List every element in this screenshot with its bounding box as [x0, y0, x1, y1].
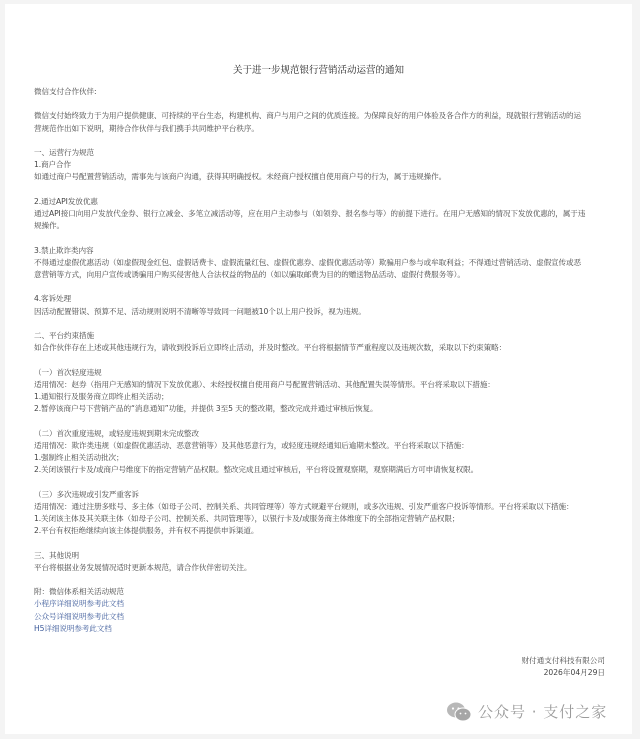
sub-text: 1.通知银行及服务商立即终止相关活动；	[34, 391, 169, 401]
sub-text: 2.暂停该商户号下营销产品的“消息通知”功能，并提供 3至5 天的整改期，整改完成并通过审核后恢复。	[34, 404, 378, 414]
sub-title: （二）首次重度违规，或轻度违规到期未完成整改	[34, 428, 199, 438]
sub-text: 1.强制终止相关活动批次；	[34, 452, 124, 462]
sub-text: 1.关闭该主体及其关联主体（如母子公司、控制关系、共同管理等），以银行卡及/或服务商主体维度下的全部指定营销产品权限；	[34, 513, 460, 523]
sub-text: 适用情况：赵券（指用户无感知的情况下发放优惠）、未经授权擅自使用商户号配置营销活动、其他配置失误等情形。平台将采取以下措施：	[34, 379, 495, 389]
signature-block	[521, 655, 605, 679]
item-title: 1.商户合作	[34, 160, 72, 170]
appendix-heading: 附：微信体系相关活动规范	[34, 587, 124, 597]
item-text: 如通过商户号配置营销活动，需事先与该商户沟通，获得其明确授权。未经商户授权擅自使用商户号的行为，属于违规操作。	[34, 172, 447, 182]
item-text: 规操作。	[34, 221, 64, 231]
item-text: 通过API接口向用户发放代金券、银行立减金、多笔立减活动等，应在用户主动参与（如领券、报名参与等）的前提下进行。在用户无感知的情况下发放优惠的，属于违	[34, 208, 586, 218]
mini-program-doc-link[interactable]: 小程序详细说明参考此文档	[34, 599, 124, 609]
section-heading: 二、平台约束措施	[34, 330, 94, 340]
intro-line: 营规范作出如下说明，期待合作伙伴与我们携手共同维护平台秩序。	[34, 123, 259, 133]
signature-company: 财付通支付科技有限公司	[521, 656, 605, 665]
watermark-text: 公众号 · 支付之家	[478, 703, 608, 721]
item-title: 4.客诉处理	[34, 294, 72, 304]
item-text: 因活动配置错误、预算不足、活动规则说明不清晰等导致同一问题被10个以上用户投诉，视为违规。	[34, 306, 366, 316]
item-text: 不得通过虚假优惠活动（如虚假现金红包、虚假话费卡、虚假流量红包、虚假优惠券、虚假优惠活动等）欺骗用户参与或牟取利益；不得通过营销活动、虚假宣传或恶	[34, 257, 582, 267]
item-title: 2.通过API发放优惠	[34, 196, 98, 206]
section-intro: 如合作伙伴存在上述或其他违规行为，请收到投诉后立即终止活动，并及时整改。平台将根据情节严重程度以及违规次数，采取以下约束策略：	[34, 343, 507, 353]
sub-text: 适用情况：通过注册多账号、多主体（如母子公司、控制关系、共同管理等）等方式规避平台规则，或多次违规、引发严重客户投诉等情形。平台将采取以下措施：	[34, 501, 574, 511]
document-title: 关于进一步规范银行营销活动运营的通知	[232, 65, 404, 76]
sub-text: 2.平台有权拒绝继续向该主体提供服务，并有权不再提供申诉渠道。	[34, 526, 259, 536]
salutation: 微信支付合作伙伴:	[34, 87, 97, 96]
wechat-icon	[446, 702, 472, 722]
watermark	[446, 701, 607, 722]
official-account-doc-link[interactable]: 公众号详细说明参考此文档	[34, 611, 124, 621]
item-title: 3.禁止欺诈类内容	[34, 245, 94, 255]
section-text: 平台将根据业务发展情况适时更新本规范，请合作伙伴密切关注。	[34, 562, 252, 572]
sub-text: 适用情况：欺诈类违规（如虚假优惠活动、恶意营销等）及其他恶意行为，或轻度违规经通知后逾期未整改。平台将采取以下措施：	[34, 440, 469, 450]
section-heading: 一、运营行为规范	[34, 147, 94, 157]
item-text: 意营销等方式，向用户宣传或诱骗用户购买侵害他人合法权益的物品的（如以骗取邮费为目的的赠送物品活动、虚假付费服务等）。	[34, 269, 465, 279]
sub-text: 2.关闭该银行卡及/或商户号维度下的指定营销产品权限。整改完成且通过审核后，平台将设置观察期，观察期满后方可申请恢复权限。	[34, 465, 479, 475]
sub-title: （一）首次轻度违规	[34, 367, 102, 377]
section-heading: 三、其他说明	[34, 550, 79, 560]
sub-title: （三）多次违规或引发严重客诉	[34, 489, 139, 499]
document-page	[5, 4, 632, 734]
h5-doc-link[interactable]: H5详细说明参考此文档	[34, 623, 112, 633]
intro-line: 微信支付始终致力于为用户提供健康、可持续的平台生态，构建机构、商户与用户之间的优质连接。为保障良好的用户体验及各合作方的利益，现就银行营销活动的运	[34, 111, 582, 121]
document-body	[34, 86, 614, 635]
signature-date: 2026年04月29日	[543, 668, 605, 677]
